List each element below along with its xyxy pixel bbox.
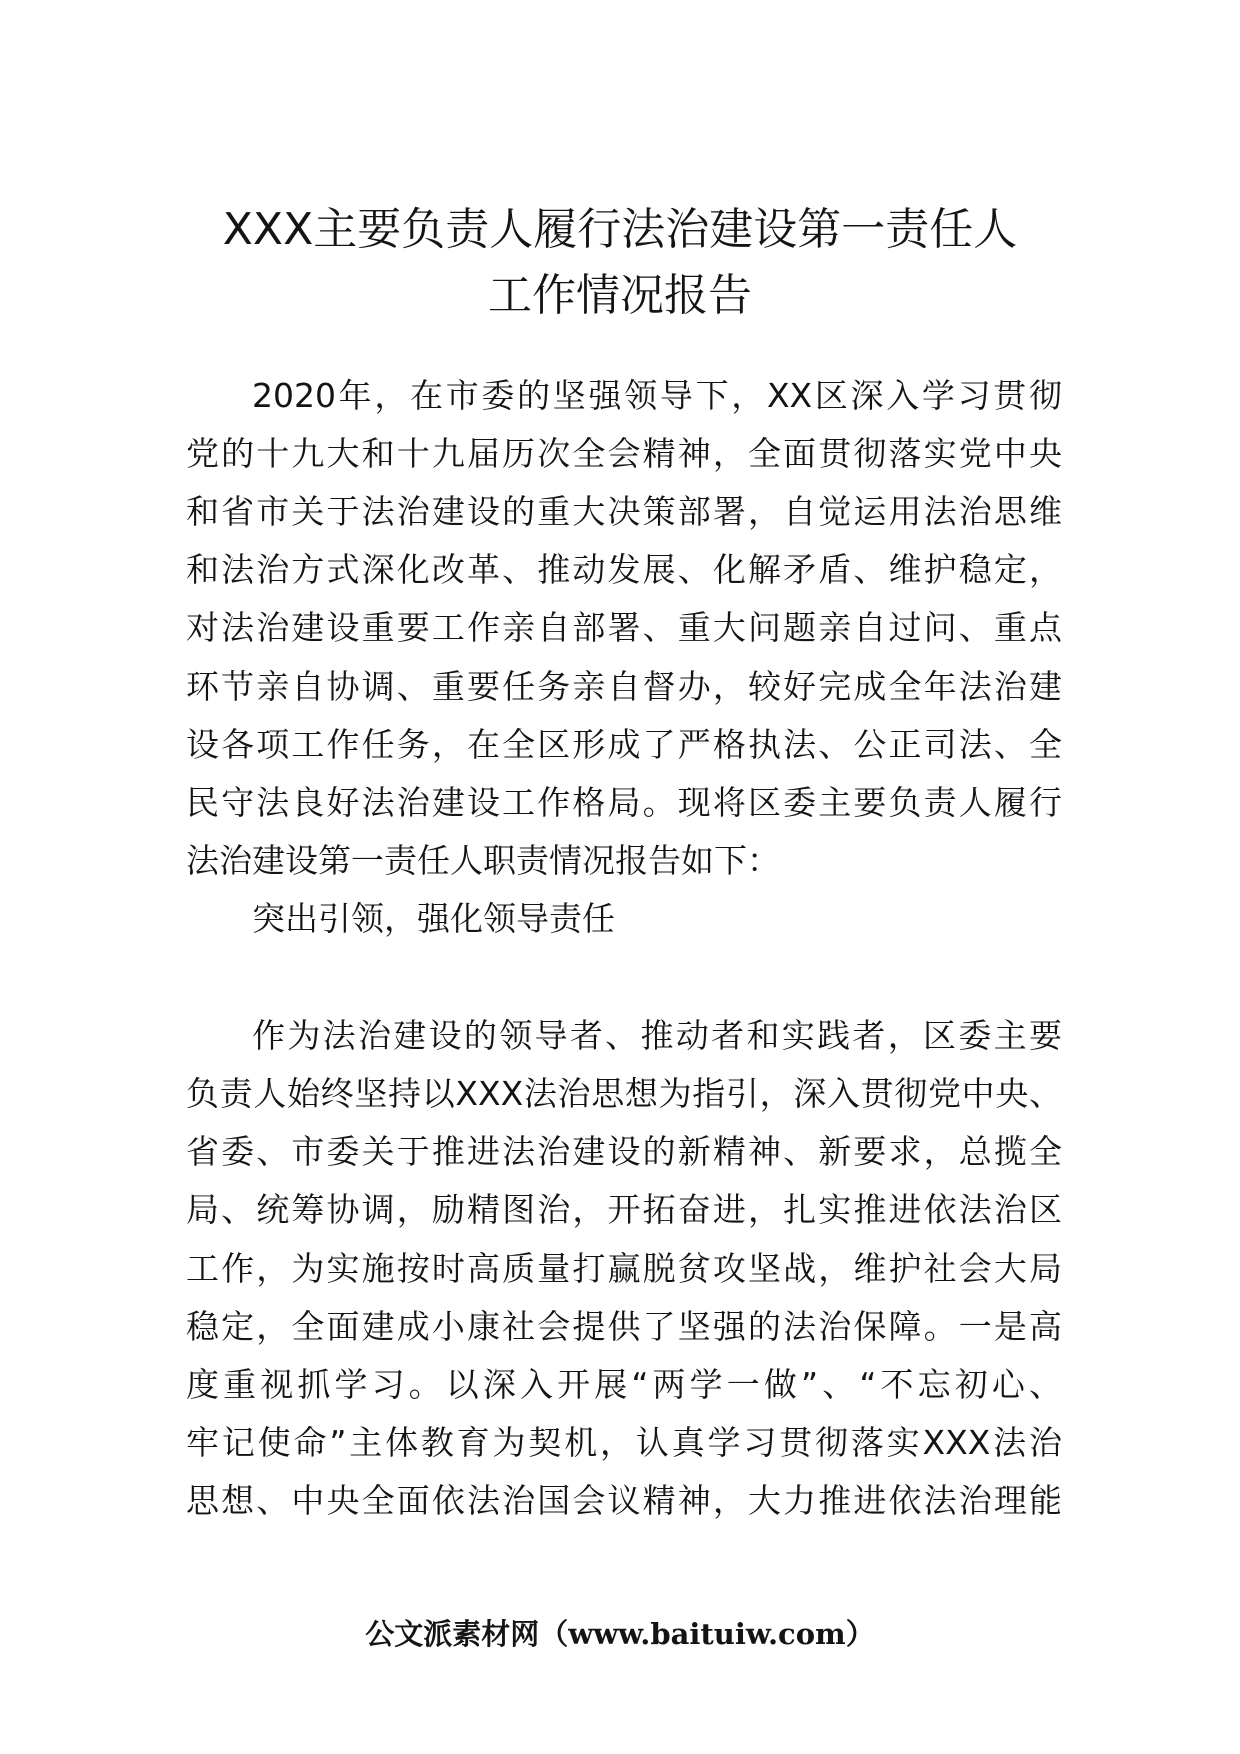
paragraph-line: 稳定，全面建成小康社会提供了坚强的法治保障。一是高 — [186, 1307, 1062, 1346]
paragraph-line: 度重视抓学习。以深入开展“两学一做”、“不忘初心、 — [186, 1365, 1062, 1404]
document-title-line-2: 工作情况报告 — [488, 270, 752, 321]
section-heading: 突出引领，强化领导责任 — [252, 899, 615, 938]
footer-watermark-text: 公文派素材网（www.baituiw.com） — [365, 1617, 875, 1651]
paragraph-line: 法治建设第一责任人职责情况报告如下： — [186, 841, 780, 880]
paragraph-line: 设各项工作任务，在全区形成了严格执法、公正司法、全 — [186, 725, 1062, 764]
paragraph-line: 作为法治建设的领导者、推动者和实践者，区委主要 — [252, 1016, 1062, 1055]
paragraph-line: 牢记使命”主体教育为契机，认真学习贯彻落实XXX法治 — [186, 1423, 1062, 1462]
paragraph-line: 思想、中央全面依法治国会议精神，大力推进依法治理能 — [186, 1481, 1062, 1520]
paragraph-line: 负责人始终坚持以XXX法治思想为指引，深入贯彻党中央、 — [186, 1074, 1062, 1113]
paragraph-line: 局、统筹协调，励精图治，开拓奋进，扎实推进依法治区 — [186, 1190, 1062, 1229]
paragraph-line: 2020年，在市委的坚强领导下，XX区深入学习贯彻 — [252, 376, 1062, 415]
paragraph-line: 和省市关于法治建设的重大决策部署，自觉运用法治思维 — [186, 492, 1062, 531]
paragraph-line: 党的十九大和十九届历次全会精神，全面贯彻落实党中央 — [186, 434, 1062, 473]
paragraph-line: 省委、市委关于推进法治建设的新精神、新要求，总揽全 — [186, 1132, 1062, 1171]
paragraph-line: 和法治方式深化改革、推动发展、化解矛盾、维护稳定， — [186, 550, 1062, 589]
paragraph-line: 民守法良好法治建设工作格局。现将区委主要负责人履行 — [186, 783, 1062, 822]
paragraph-line: 环节亲自协调、重要任务亲自督办，较好完成全年法治建 — [186, 667, 1062, 706]
paragraph-line: 对法治建设重要工作亲自部署、重大问题亲自过问、重点 — [186, 608, 1062, 647]
document-title-line-1: XXX主要负责人履行法治建设第一责任人 — [222, 204, 1018, 255]
paragraph-line: 工作，为实施按时高质量打赢脱贫攻坚战，维护社会大局 — [186, 1249, 1062, 1288]
